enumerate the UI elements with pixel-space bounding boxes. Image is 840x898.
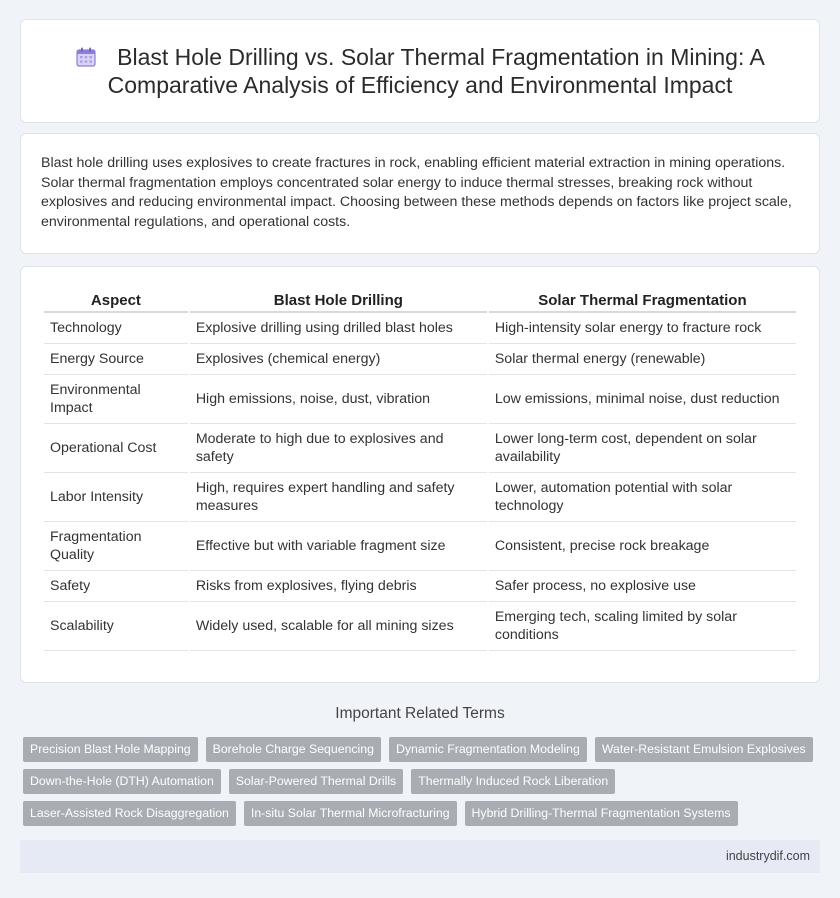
table-cell: Scalability — [44, 602, 188, 651]
table-cell: Technology — [44, 313, 188, 344]
footer — [20, 840, 820, 873]
table-cell: High, requires expert handling and safety measures — [190, 473, 487, 522]
related-term-tag[interactable]: Laser-Assisted Rock Disaggregation — [23, 801, 236, 826]
page-title — [51, 43, 789, 99]
related-term-tag[interactable]: Borehole Charge Sequencing — [206, 737, 381, 762]
related-term-tag[interactable]: Down-the-Hole (DTH) Automation — [23, 769, 221, 794]
table-cell: Energy Source — [44, 344, 188, 375]
table-row — [44, 522, 796, 571]
table-cell: High emissions, noise, dust, vibration — [190, 375, 487, 424]
related-term-tag[interactable]: Precision Blast Hole Mapping — [23, 737, 198, 762]
comparison-table-card — [20, 266, 820, 683]
table-cell: Moderate to high due to explosives and safety — [190, 424, 487, 473]
table-row — [44, 313, 796, 344]
table-cell: Risks from explosives, flying debris — [190, 571, 487, 602]
related-term-tag[interactable]: Hybrid Drilling-Thermal Fragmentation Systems — [465, 801, 738, 826]
intro-text: Blast hole drilling uses explosives to create fractures in rock, enabling efficient material extraction in mining operations. Solar thermal fragmentation employs concentrated solar energy to induce thermal stresses, breaking rock without explosives and reducing environmental impact. Choosing between these methods depends on factors like project scale, environmental regulations, and operational costs. — [41, 155, 792, 230]
table-cell: Solar thermal energy (renewable) — [489, 344, 796, 375]
table-row — [44, 375, 796, 424]
table-cell: Safer process, no explosive use — [489, 571, 796, 602]
table-cell: Low emissions, minimal noise, dust reduction — [489, 375, 796, 424]
table-row — [44, 571, 796, 602]
related-terms-tags — [23, 737, 817, 826]
table-cell: Operational Cost — [44, 424, 188, 473]
table-cell: Lower long-term cost, dependent on solar availability — [489, 424, 796, 473]
related-term-tag[interactable]: Water-Resistant Emulsion Explosives — [595, 737, 813, 762]
table-cell: Explosives (chemical energy) — [190, 344, 487, 375]
table-row — [44, 473, 796, 522]
table-cell: Emerging tech, scaling limited by solar conditions — [489, 602, 796, 651]
table-row — [44, 602, 796, 651]
table-cell: Explosive drilling using drilled blast holes — [190, 313, 487, 344]
table-header-row — [44, 289, 796, 313]
table-cell: Safety — [44, 571, 188, 602]
comparison-table — [42, 289, 798, 651]
related-term-tag[interactable]: Solar-Powered Thermal Drills — [229, 769, 403, 794]
header-card — [20, 19, 820, 123]
table-cell: Effective but with variable fragment size — [190, 522, 487, 571]
header-blast-hole-drilling: Blast Hole Drilling — [190, 289, 487, 313]
table-cell: Consistent, precise rock breakage — [489, 522, 796, 571]
title-wrap — [51, 43, 789, 99]
calendar-icon — [75, 46, 97, 68]
table-row — [44, 424, 796, 473]
intro-card — [20, 133, 820, 254]
table-cell: Labor Intensity — [44, 473, 188, 522]
table-cell: Fragmentation Quality — [44, 522, 188, 571]
table-cell: Environmental Impact — [44, 375, 188, 424]
header-solar-thermal-fragmentation: Solar Thermal Fragmentation — [489, 289, 796, 313]
related-terms-title: Important Related Terms — [335, 705, 505, 722]
header-aspect: Aspect — [44, 289, 188, 313]
related-term-tag[interactable]: In-situ Solar Thermal Microfracturing — [244, 801, 457, 826]
page-title-text: Blast Hole Drilling vs. Solar Thermal Fragmentation in Mining: A Comparative Analysis of Efficiency and Environmental Impact — [107, 44, 765, 98]
table-row — [44, 344, 796, 375]
table-cell: Widely used, scalable for all mining sizes — [190, 602, 487, 651]
related-term-tag[interactable]: Dynamic Fragmentation Modeling — [389, 737, 587, 762]
footer-site-link[interactable]: industrydif.com — [725, 849, 810, 863]
table-cell: High-intensity solar energy to fracture rock — [489, 313, 796, 344]
related-term-tag[interactable]: Thermally Induced Rock Liberation — [411, 769, 615, 794]
table-cell: Lower, automation potential with solar technology — [489, 473, 796, 522]
